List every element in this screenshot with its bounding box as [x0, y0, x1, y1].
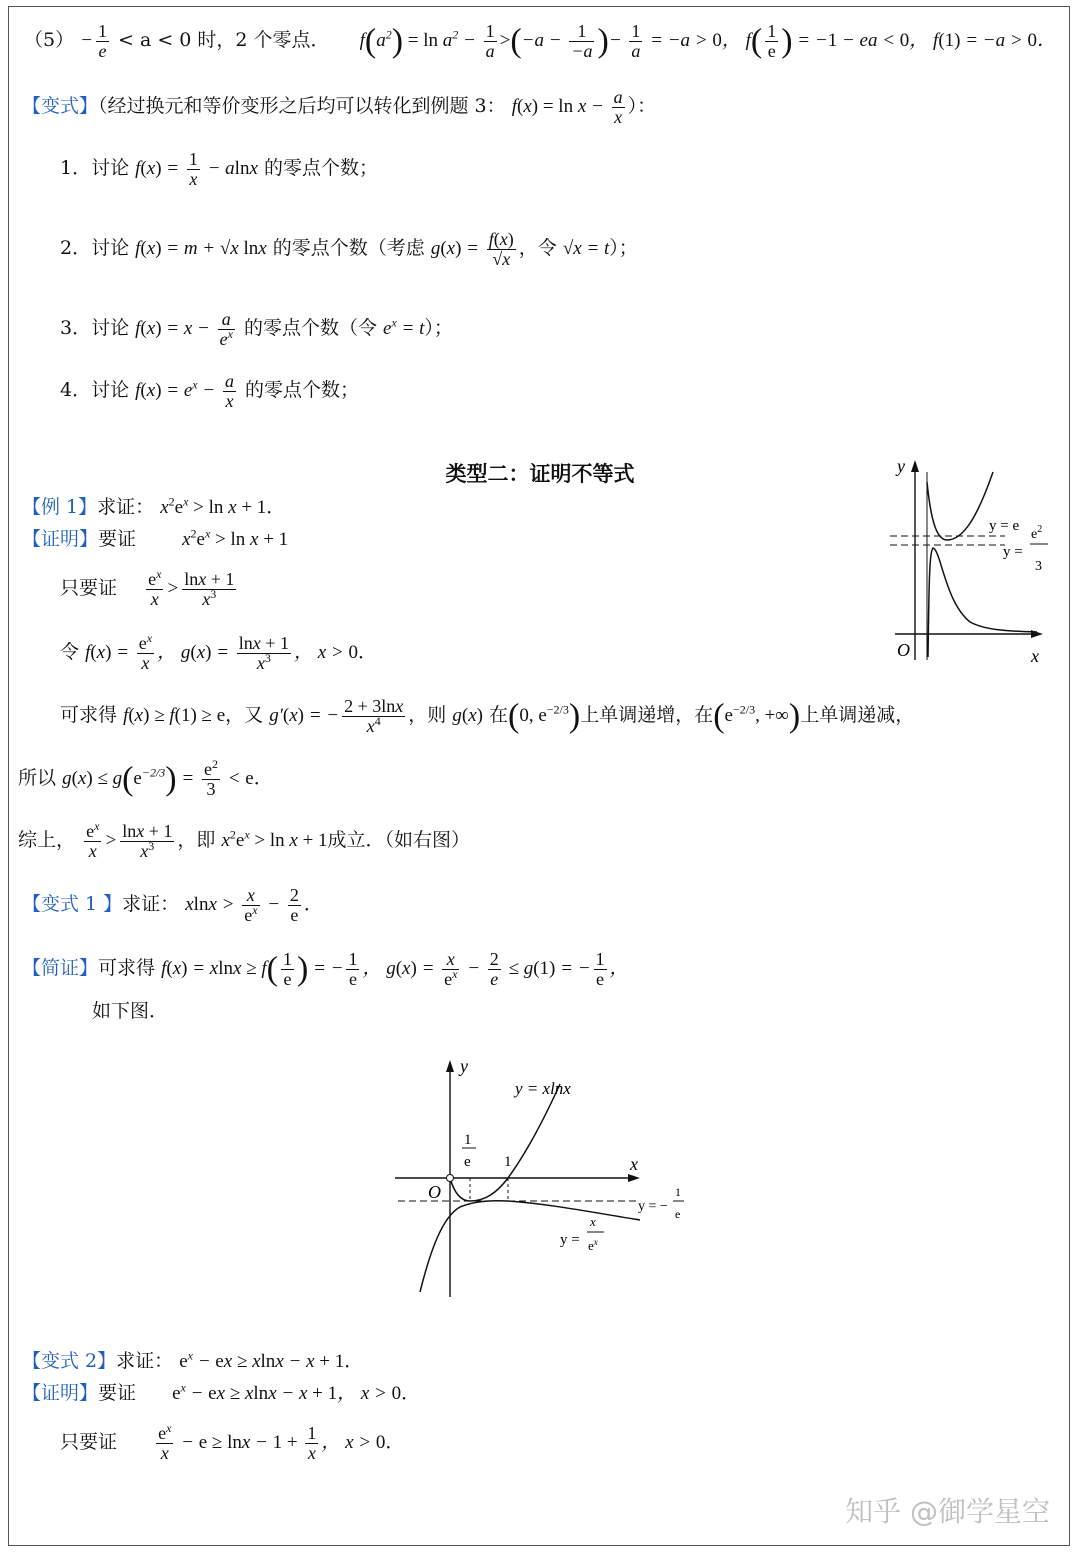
- variant-tag: 【变式】: [22, 94, 99, 117]
- var2-text: 求证：: [116, 1350, 174, 1372]
- var2-proof-tag: 【证明】: [22, 1382, 99, 1404]
- svg-text:3: 3: [1035, 559, 1042, 574]
- section-title: 类型二：证明不等式: [445, 462, 635, 486]
- item-4-tail: 的零点个数；: [244, 378, 359, 401]
- var1-tag: 【变式 1 】: [22, 892, 123, 915]
- item-2-tail2: ，令: [518, 236, 557, 259]
- var2-tag: 【变式 2】: [22, 1350, 117, 1372]
- fig2-x-label: x: [630, 1154, 638, 1174]
- ex1-proof-text: 要证: [98, 528, 137, 550]
- ex1-obtain: 可求得: [60, 703, 118, 726]
- var2-only-line: 只要证 $\frac{e^x}{x}$ − e ≥ lnx − 1 + $\frac{1}{x}$ ， x > 0．: [60, 1421, 405, 1463]
- figure-2: [390, 1052, 690, 1302]
- ex1-only-line: 只要证 $\frac{e^x}{x}$ > $\frac{\ln x + 1}{x^3}$: [60, 567, 235, 609]
- ex1-text: 求证：: [97, 496, 155, 518]
- var1-brief-line: 【简证】可求得 f(x) = xlnx ≥ f( $\frac{1}{e}$ ) = − $\frac{1}{e}$ ， g(x) = $\frac{x}{e^x}$ − $\frac{2}{e}$ ≤ g(1) = − $\frac{1}{e}$ ，: [22, 949, 629, 989]
- fig2-y-label: y: [460, 1056, 468, 1076]
- fig2-label-line: y = −: [638, 1199, 668, 1214]
- item-4: 4．讨论 $f(x) = e^x$ − $\frac{a}{x}$ 的零点个数；: [60, 371, 359, 411]
- fig1-curve-f: [927, 472, 993, 540]
- ex1-sum-line: 综上， $\frac{e^x}{x}$ > $\frac{\ln x + 1}{x^3}$ ，即 $x^2e^x > \ln x + 1$成立．（如右图）: [18, 819, 471, 861]
- ex1-so: 所以: [18, 766, 57, 789]
- ex1-proof-line: 【证明】要证 $x^2e^x > \ln x + 1$: [22, 526, 289, 550]
- var1-brief-tag: 【简证】: [22, 956, 99, 979]
- item-2-num: 2．讨论: [60, 236, 130, 259]
- variant-desc-end: ）：: [627, 94, 657, 117]
- svg-text:1: 1: [675, 1185, 681, 1199]
- item-2-tail3: ）；: [609, 236, 638, 259]
- case5-line: （5） − $\frac{1}{e}$ < a < 0 时，2 个零点． $f(a^2) = \ln a^2$ − $\frac{1}{a}$ >(−a − $\frac{1}{-a}$ )− $\frac{1}{a}$ = −a > 0， f( $\frac{1}{e}$ ) = −1 − ea < 0， f(1) = −a > 0．: [24, 21, 1056, 61]
- fig1-origin: O: [897, 640, 910, 660]
- var2-proof-line: 【证明】要证 $e^x$ − ex ≥ xlnx − x + 1， x > 0．: [22, 1380, 421, 1404]
- ex1-dec: 上单调递减，: [800, 703, 915, 726]
- ex1-tag: 【例 1】: [22, 496, 98, 518]
- fig1-curve-g: [928, 548, 1037, 657]
- item-4-num: 4．讨论: [60, 378, 130, 401]
- ex1-sum-tail: 成立．（如右图）: [327, 828, 471, 851]
- svg-text:x: x: [590, 1214, 596, 1229]
- fig2-curve-x-over-ex: [420, 1201, 640, 1292]
- var2-line: 【变式 2】求证： $e^x$ − ex ≥ xlnx − x + 1．: [22, 1348, 364, 1372]
- item-3: 3．讨论 f(x) = x − $\frac{a}{e^x}$ 的零点个数（令 $e^x = t$）；: [60, 309, 453, 349]
- ex1-obtain-line: 可求得 f(x) ≥ f(1) ≥ e，又 g′(x) = − $\frac{2 + 3\ln x}{x^4}$ ，则 g(x) 在(0, $e^{-2/3}$)上单调递增，在($e^{-2/3}$, +∞)上单调递减，: [60, 696, 915, 736]
- fig2-tick-1: 1: [504, 1154, 512, 1170]
- item-2: 2．讨论 f(x) = m + √x lnx 的零点个数（考虑 g(x) = $\frac{f(x)}{√x}$ ，令 √x = t）；: [60, 229, 638, 269]
- svg-text:e2: $e^2$: [1031, 524, 1043, 542]
- fig2-origin: O: [428, 1182, 441, 1202]
- case5-label: （5）: [24, 28, 75, 51]
- variant-line: 【变式】（经过换元和等价变形之后均可以转化到例题 3： f(x) = ln x − $\frac{a}{x}$ ）：: [22, 87, 657, 127]
- item-3-tail2: ）；: [424, 316, 453, 339]
- watermark: 知乎 @御学星空: [845, 1495, 1050, 1528]
- item-1: 1．讨论 f(x) = $\frac{1}{x}$ − alnx 的零点个数；: [60, 149, 378, 189]
- ex1-also: ，又: [225, 703, 264, 726]
- item-3-tail: 的零点个数（令: [243, 316, 377, 339]
- ex1-let-line: 令 f(x) = $\frac{e^x}{x}$ ， g(x) = $\frac{\ln x + 1}{x^3}$ ， x > 0．: [60, 631, 377, 673]
- ex1-inc: 上单调递增，在: [580, 703, 714, 726]
- item-3-num: 3．讨论: [60, 316, 130, 339]
- item-1-tail: 的零点个数；: [263, 156, 378, 179]
- item-1-num: 1．讨论: [60, 156, 130, 179]
- var1-line: 【变式 1 】求证： xlnx > $\frac{x}{e^x}$ − $\frac{2}{e}$ ．: [22, 885, 323, 925]
- var1-text: 求证：: [122, 892, 180, 915]
- var1-brief-text: 可求得: [98, 956, 156, 979]
- ex1-only: 只要证: [60, 576, 118, 599]
- item-2-tail: 的零点个数（考虑: [272, 236, 425, 259]
- var1-below: 如下图．: [92, 1000, 169, 1022]
- ex1-proof-tag: 【证明】: [22, 528, 99, 550]
- svg-text:1: 1: [464, 1132, 472, 1148]
- fig1-y-label: y: [897, 456, 905, 476]
- fig2-label-x-over-ex: y =: [560, 1232, 580, 1248]
- variant-desc: （经过换元和等价变形之后均可以转化到例题 3：: [98, 94, 506, 117]
- var2-proof-text: 要证: [98, 1382, 137, 1404]
- fig1-label-e: y = e: [989, 518, 1020, 534]
- fig2-label-xlnx: y = xlnx: [515, 1079, 571, 1098]
- fig1-x-label: x: [1031, 646, 1039, 666]
- svg-text:ex: $e^x$: [588, 1237, 598, 1253]
- ex1-so-line: 所以 $g(x) \le g(e^{-2/3})$ = $\frac{e^2}{3}$ < e．: [18, 757, 273, 799]
- var2-only: 只要证: [60, 1430, 118, 1453]
- svg-text:e: e: [464, 1154, 471, 1170]
- figure-1: [885, 452, 1055, 672]
- ex1-line: 【例 1】求证： $x^2e^x > \ln x + 1$．: [22, 494, 286, 518]
- ex1-then: ，则: [408, 703, 447, 726]
- ex1-sum: 综上，: [18, 828, 76, 851]
- case5-condition: < a < 0 时，2 个零点．: [118, 28, 330, 51]
- ex1-let: 令: [60, 640, 80, 663]
- svg-text:e: e: [675, 1207, 681, 1221]
- fig1-label-e2: y =: [1003, 544, 1023, 560]
